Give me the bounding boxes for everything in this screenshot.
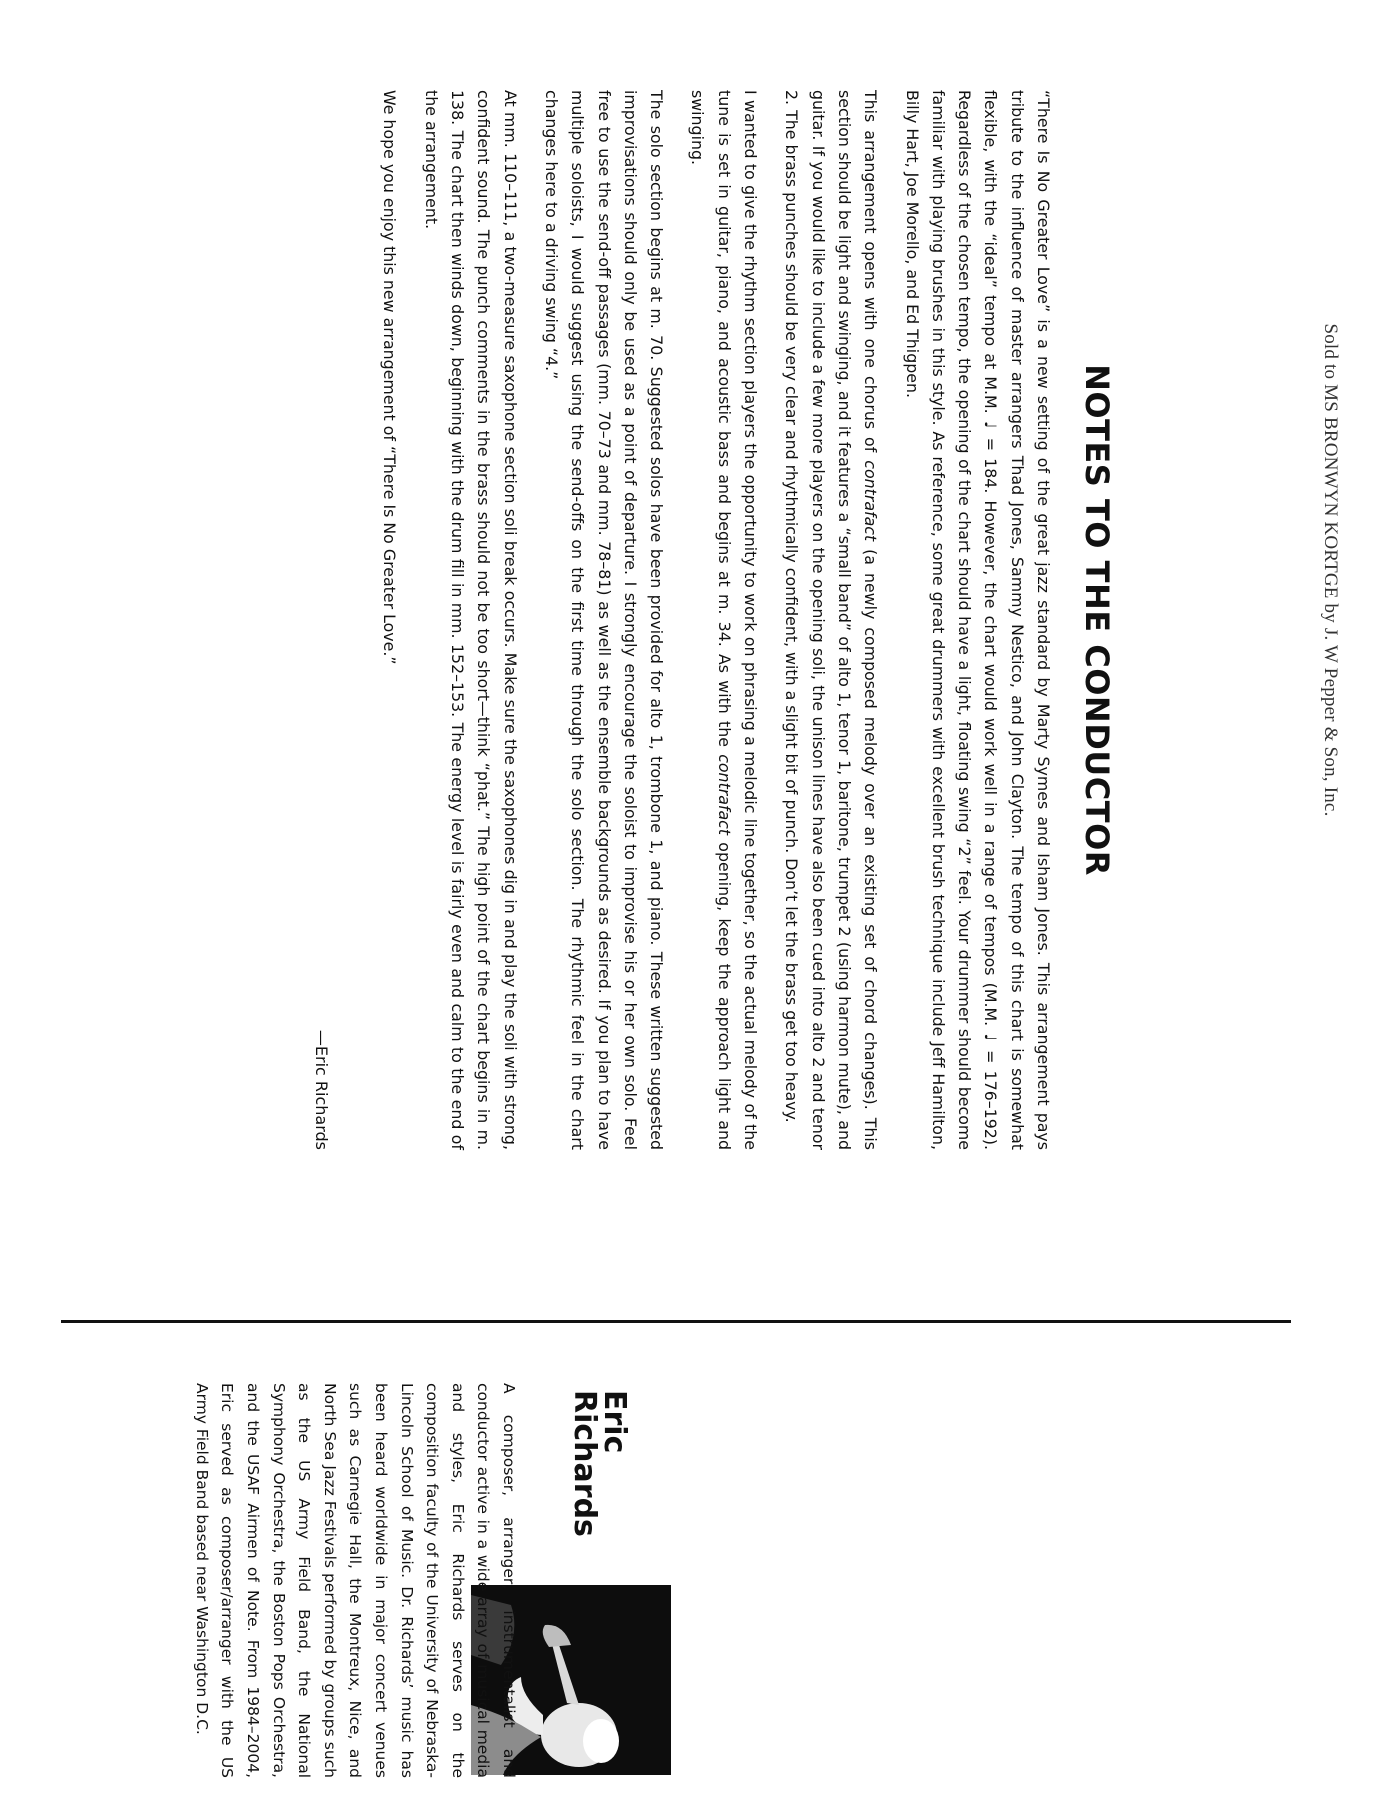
notes-paragraph-3-italic: contrafact [714,754,734,836]
bio-first-name: Eric [597,1390,632,1454]
bio-name [567,1390,632,1610]
bio-last-name: Richards [567,1390,602,1537]
section-divider [61,1320,1291,1323]
notes-paragraph-1: “There Is No Greater Love” is a new setting of the great jazz standard by Marty Symes and Isham Jones. This arrangement pays tribute to the influence of master arrangers Thad Jones, Sammy Nestico, and John Clayton. The tempo of this chart is somewhat flexible, with the “ideal” tempo at M.M. ♩ = 184. However, the chart would work well in a range of tempos (M.M. ♩ = 176–192). Regardless of the chosen tempo, the opening of the chart should have a light, floating swing “2” feel. Your drummer should become familiar with playing brushes in this style. As reference, some great drummers with excellent brush technique include Jeff Hamilton, Billy Hart, Joe Morello, and Ed Thigpen. [902,90,1053,1150]
notes-paragraph-6: We hope you enjoy this new arrangement of “There Is No Greater Love.” [380,90,400,665]
page-title: NOTES TO THE CONDUCTOR [1078,364,1116,876]
notes-paragraph-2 [778,90,883,1150]
signature: —Eric Richards [312,1029,331,1150]
notes-paragraph-2-end: (a newly composed melody over an existing set of chord changes). This section should be light and swinging, and it features a “small band” of alto 1, tenor 1, baritone, trumpet 2 (using harmon mute), and guitar. If you would like to include a few more players on the opening soli, the unison lines have also been cued into alto 2 and tenor 2. The brass punches should be very clear and rhythmically confident, with a slight bit of punch. Don’t let the brass get too heavy. [782,90,881,1150]
notes-paragraph-5: At mm. 110–111, a two-measure saxophone section soli break occurs. Make sure the saxophones dig in and play the soli with strong, confident sound. The punch comments in the brass should not be too short—think “phat.” The high point of the chart begins in m. 138. The chart then winds down, beginning with the drum fill in mm. 152–153. The energy level is fairly even and calm to the end of the arrangement. [421,90,520,1150]
notes-paragraph-3-start: I wanted to give the rhythm section players the opportunity to work on phrasing a melodic line together, so the actual melody of the tune is set in guitar, piano, and acoustic bass and begins at m. 34. As with the [714,90,761,1150]
notes-paragraph-2-italic: contrafact [861,460,881,542]
notes-body [361,90,1056,1150]
bio-text: A composer, arranger, instrumentalist and conductor active in a wide array of musical media and styles, Eric Richards serves on the composition faculty of the University of Nebraska-Lincoln School of Music. Dr. Richards’ music has been heard worldwide in major concert venues such as Carnegie Hall, the Montreux, Nice, and North Sea Jazz Festivals performed by groups such as the US Army Field Band, the National Symphony Orchestra, the Boston Pops Orchestra, and the USAF Airmen of Note. From 1984–2004, Eric served as composer/arranger with the US Army Field Band based near Washington D.C. [192,1383,518,1778]
sold-to-header: Sold to MS BRONWYN KORTGE by J. W Pepper & Son, Inc. [1320,323,1341,817]
notes-paragraph-2-start: This arrangement opens with one chorus of [861,90,881,461]
notes-paragraph-3-end: opening, keep the approach light and swinging. [688,90,734,1150]
notes-paragraph-3 [684,90,763,1150]
notes-paragraph-4: The solo section begins at m. 70. Suggested solos have been provided for alto 1, trombone 1, and piano. These written suggested improvisations should only be used as a point of departure. I strongly encourage the soloist to improvise his or her own solo. Feel free to use the send-off passages (mm. 70–73 and mm. 78–81) as well as the ensemble backgrounds as desired. If you plan to have multiple soloists, I would suggest using the send-offs on the first time through the solo section. The rhythmic feel in the chart changes here to a driving swing “4.” [541,90,667,1150]
